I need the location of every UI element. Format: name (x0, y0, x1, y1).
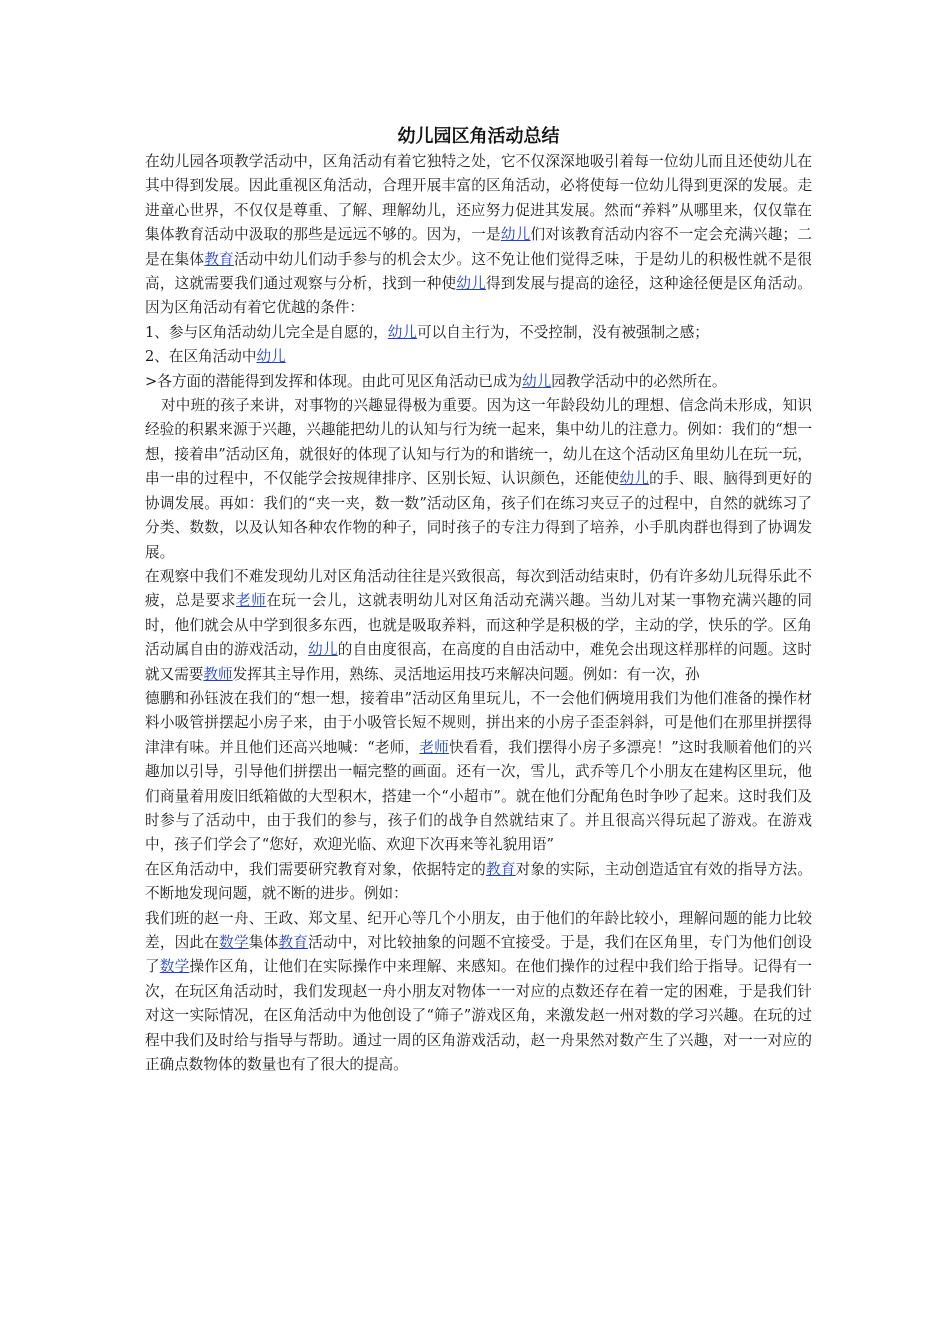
keyword-link[interactable]: 老师 (236, 592, 267, 610)
document-title: 幼儿园区角活动总结 (397, 126, 560, 147)
paragraph-text: 对象的实际，主动创造适宜有效的指导方法。不断地发现问题，就不断的进步。例如： (145, 860, 812, 903)
paragraph-text: 在玩一会儿，这就表明幼儿对区角活动充满兴趣。当幼儿对某一事物充满兴趣的同时，他们就会从中学到很多东西，也就是吸取养料，而这种学是积极的学，主动的学，快乐的学。区角活动属自由的游戏活动， (145, 592, 812, 659)
paragraph (145, 345, 812, 369)
keyword-link[interactable]: 幼儿 (522, 372, 552, 390)
keyword-link[interactable]: 幼儿 (500, 226, 531, 244)
paragraph-text: 的自由度很高，在高度的自由活动中，难免会出现这样那样的问题。这时就又需要 (145, 641, 812, 683)
paragraph-text: 在观察中我们不难发现幼儿对区角活动往往是兴致很高，每次到活动结束时，仍有许多幼儿玩得乐此不疲，总是要求 (145, 567, 812, 610)
keyword-link[interactable]: 数学 (219, 934, 249, 951)
paragraph-text: >各方面的潜能得到发挥和体现。由此可见区角活动已成为 (145, 372, 523, 390)
keyword-link[interactable]: 幼儿 (256, 348, 286, 366)
keyword-link[interactable]: 教育 (278, 934, 309, 951)
keyword-link[interactable]: 幼儿 (619, 470, 650, 488)
paragraph (145, 321, 812, 345)
keyword-link[interactable]: 老师 (419, 738, 449, 756)
paragraph (145, 687, 812, 858)
paragraph (145, 907, 812, 1078)
paragraph-text: 快看看，我们摆得小房子多漂亮！”这时我顺着他们的兴趣加以引导，引导他们拼摆出一幅完整的画面。还有一次，雪儿，武乔等几个小朋友在建构区里玩，他们商量着用废旧纸箱做的大型积木，搭建一个“小超市”。就在他们分配角色时争吵了起来。这时我们及时参与了活动中，由于我们的参与，孩子们的战争自然就结束了。并且很高兴得玩起了游戏。在游戏中，孩子们学会了“您好，欢迎光临、欢迎下次再来等礼貌用语” (145, 738, 812, 854)
keyword-link[interactable]: 教育 (204, 250, 234, 268)
paragraph-text: 活动中幼儿们动手参与的机会太少。这不免让他们觉得乏味，于是幼儿的积极性就不是很高，这就需要我们通过观察与分析，找到一种使 (145, 250, 812, 293)
paragraph-text: 园教学活动中的必然所在。 (551, 372, 727, 390)
keyword-link[interactable]: 幼儿 (456, 275, 487, 293)
keyword-link[interactable]: 幼儿 (387, 323, 417, 341)
keyword-link[interactable]: 数学 (159, 958, 190, 976)
paragraph-text: 发挥其主导作用，熟练、灵活地运用技巧来解决问题。例如：有一次，孙 (232, 665, 700, 683)
paragraph-text: 们对该教育活动内容不一定会充满兴趣；二是在集体 (145, 226, 812, 268)
paragraph-text: 集体 (248, 934, 279, 951)
paragraph-text: 操作区角，让他们在实际操作中来理解、来感知。在他们操作的过程中我们给于指导。记得有一次，在玩区角活动时，我们发现赵一舟小朋友对物体一一对应的点数还存在着一定的困难，于是我们针对这一实际情况，在区角活动中为他创设了“筛子”游戏区角，来激发赵一州对数的学习兴趣。在玩的过程中我们及时给与指导与帮助。通过一周的区角游戏活动，赵一舟果然对数产生了兴趣，对一一对应的正确点数物体的数量也有了很大的提高。 (145, 958, 812, 1074)
paragraph-text: 的手、眼、脑得到更好的协调发展。再如：我们的“夹一夹，数一数”活动区角，孩子们在练习夹豆子的过程中，自然的就练习了分类、数数，以及认知各种农作物的种子，同时孩子的专注力得到了培养，小手肌肉群也得到了协调发展。 (145, 470, 812, 561)
paragraph-text: 在区角活动中，我们需要研究教育对象，依据特定的 (145, 860, 487, 878)
paragraph-text: 对中班的孩子来讲，对事物的兴趣显得极为重要。因为这一年龄段幼儿的理想、信念尚未形成，知识经验的积累来源于兴趣，兴趣能把幼儿的认知与行为统一起来，集中幼儿的注意力。例如：我们的“想一想，接着串”活动区角，就很好的体现了认知与行为的和谐统一，幼儿在这个活动区角里幼儿在玩一玩，串一串的过程中，不仅能学会按规律排序、区别长短、认识颜色，还能使 (145, 397, 812, 488)
paragraph (145, 565, 812, 687)
keyword-link[interactable]: 教育 (486, 860, 516, 878)
keyword-link[interactable]: 幼儿 (308, 641, 338, 659)
paragraph-text: 1、参与区角活动幼儿完全是自愿的， (145, 323, 388, 341)
paragraph-text: 在幼儿园各项教学活动中，区角活动有着它独特之处，它不仅深深地吸引着每一位幼儿而且还使幼儿在其中得到发展。因此重视区角活动，合理开展丰富的区角活动，必将使每一位幼儿得到更深的发展。走进童心世界，不仅仅是尊重、了解、理解幼儿，还应努力促进其发展。然而“养料”从哪里来，仅仅靠在集体教育活动中汲取的那些是远远不够的。因为，一是 (145, 153, 812, 244)
document-page (145, 124, 812, 1077)
paragraph-text: 可以自主行为，不受控制，没有被强制之感； (417, 323, 709, 341)
paragraph-text: 活动中，对比较抽象的问题不宜接受。于是，我们在区角里，专门为他们创设了 (145, 934, 812, 976)
paragraph-text: 得到发展与提高的途径，这种途径便是区角活动。因为区角活动有着它优越的条件： (145, 275, 812, 317)
paragraph (145, 394, 812, 565)
document-body (145, 150, 812, 1077)
paragraph-text: 德鹏和孙钰波在我们的“想一想，接着串”活动区角里玩儿，不一会他们俩境用我们为他们准备的操作材料小吸管拼摆起小房子来，由于小吸管长短不规则，拼出来的小房子歪歪斜斜，可是他们在那里拼摆得津津有味。并且他们还高兴地喊：“老师， (145, 689, 812, 756)
paragraph-text: 2、在区角活动中 (145, 348, 257, 366)
keyword-link[interactable]: 教师 (203, 665, 233, 683)
paragraph (145, 370, 812, 394)
paragraph-text: 我们班的赵一舟、王政、郑文星、纪开心等几个小朋友，由于他们的年龄比较小，理解问题的能力比较差，因此在 (145, 909, 812, 951)
paragraph (145, 858, 812, 907)
paragraph (145, 150, 812, 321)
